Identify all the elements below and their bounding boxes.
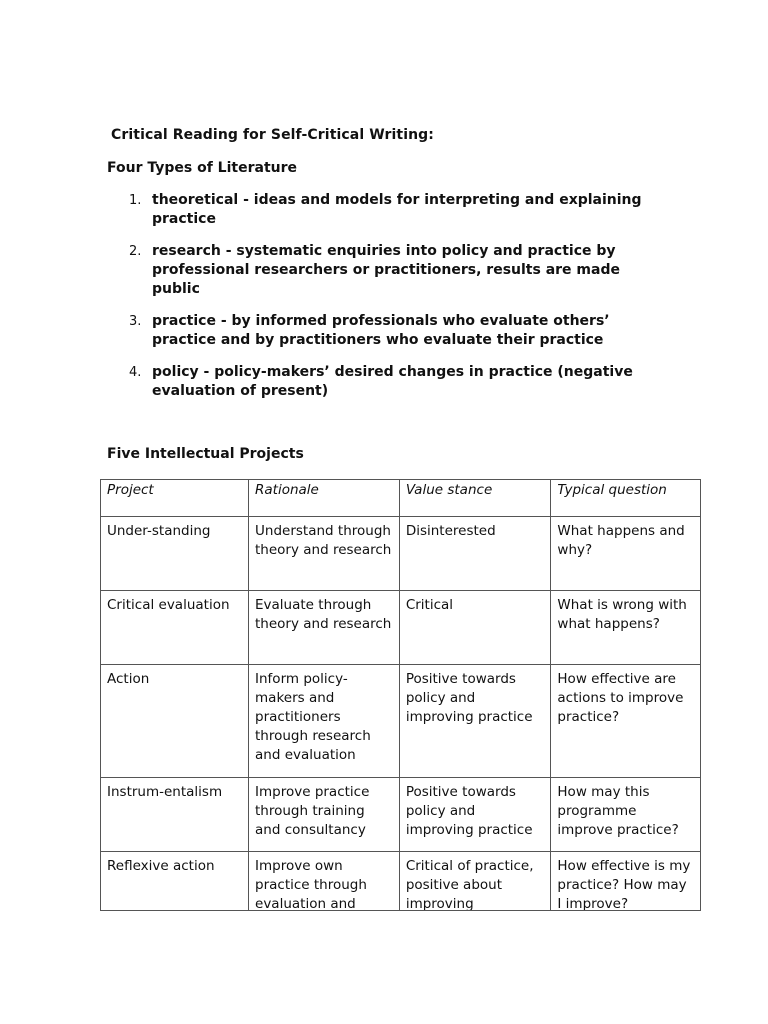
table-cell [399, 852, 551, 911]
list-item [107, 191, 667, 229]
list-item-text: research - systematic enquiries into policy and practice by professional researchers or practitioners, results are made public [152, 243, 620, 297]
table-row [101, 665, 701, 778]
table-row [101, 517, 701, 591]
table-cell: Evaluate through theory and research [249, 591, 400, 665]
table-cell: Under-standing [101, 517, 249, 591]
cell-text: How effective is my practice? How may I improve? [557, 858, 691, 910]
cell-text: Critical of practice, positive about improving [405, 858, 534, 910]
cell-text: Reflexive action [107, 858, 215, 874]
list-item-text: policy - policy-makers’ desired changes in practice (negative evaluation of present) [152, 364, 633, 399]
literature-types-heading: Four Types of Literature [107, 160, 297, 176]
list-item [107, 363, 667, 401]
header-cell: Value stance [399, 480, 551, 517]
table-header-row [101, 480, 701, 517]
table-cell: What happens and why? [551, 517, 701, 591]
table-cell [249, 852, 400, 911]
table-cell: Improve practice through training and consultancy [249, 778, 400, 852]
table-cell: Inform policy-makers and practitioners through research and evaluation [249, 665, 400, 778]
header-cell: Rationale [249, 480, 400, 517]
projects-table [100, 479, 701, 911]
list-item [107, 242, 667, 299]
list-number: 2. [129, 244, 142, 259]
table-cell: Positive towards policy and improving practice [399, 665, 551, 778]
table-row [101, 778, 701, 852]
table-cell [101, 852, 249, 911]
list-item [107, 312, 667, 350]
list-number: 4. [129, 365, 142, 380]
table-cell: Critical [399, 591, 551, 665]
table-cell: How may this programme improve practice? [551, 778, 701, 852]
literature-types-list [107, 191, 667, 414]
list-item-text: theoretical - ideas and models for interpreting and explaining practice [152, 192, 642, 227]
table-cell: How effective are actions to improve practice? [551, 665, 701, 778]
table-row [101, 852, 701, 911]
table-cell: Action [101, 665, 249, 778]
cell-text: Improve own practice through evaluation and [255, 858, 367, 910]
projects-heading: Five Intellectual Projects [107, 446, 304, 462]
header-cell: Project [101, 480, 249, 517]
table-row [101, 591, 701, 665]
list-item-text: practice - by informed professionals who evaluate others’ practice and by practitioners who evaluate their practice [152, 313, 610, 348]
table-cell: What is wrong with what happens? [551, 591, 701, 665]
table-cell: Critical evaluation [101, 591, 249, 665]
table-cell: Positive towards policy and improving practice [399, 778, 551, 852]
header-cell: Typical question [551, 480, 701, 517]
table-cell: Disinterested [399, 517, 551, 591]
table-cell: Instrum-entalism [101, 778, 249, 852]
document-title: Critical Reading for Self-Critical Writing: [111, 127, 434, 143]
list-number: 3. [129, 314, 142, 329]
list-number: 1. [129, 193, 142, 208]
table-cell [551, 852, 701, 911]
table-cell: Understand through theory and research [249, 517, 400, 591]
